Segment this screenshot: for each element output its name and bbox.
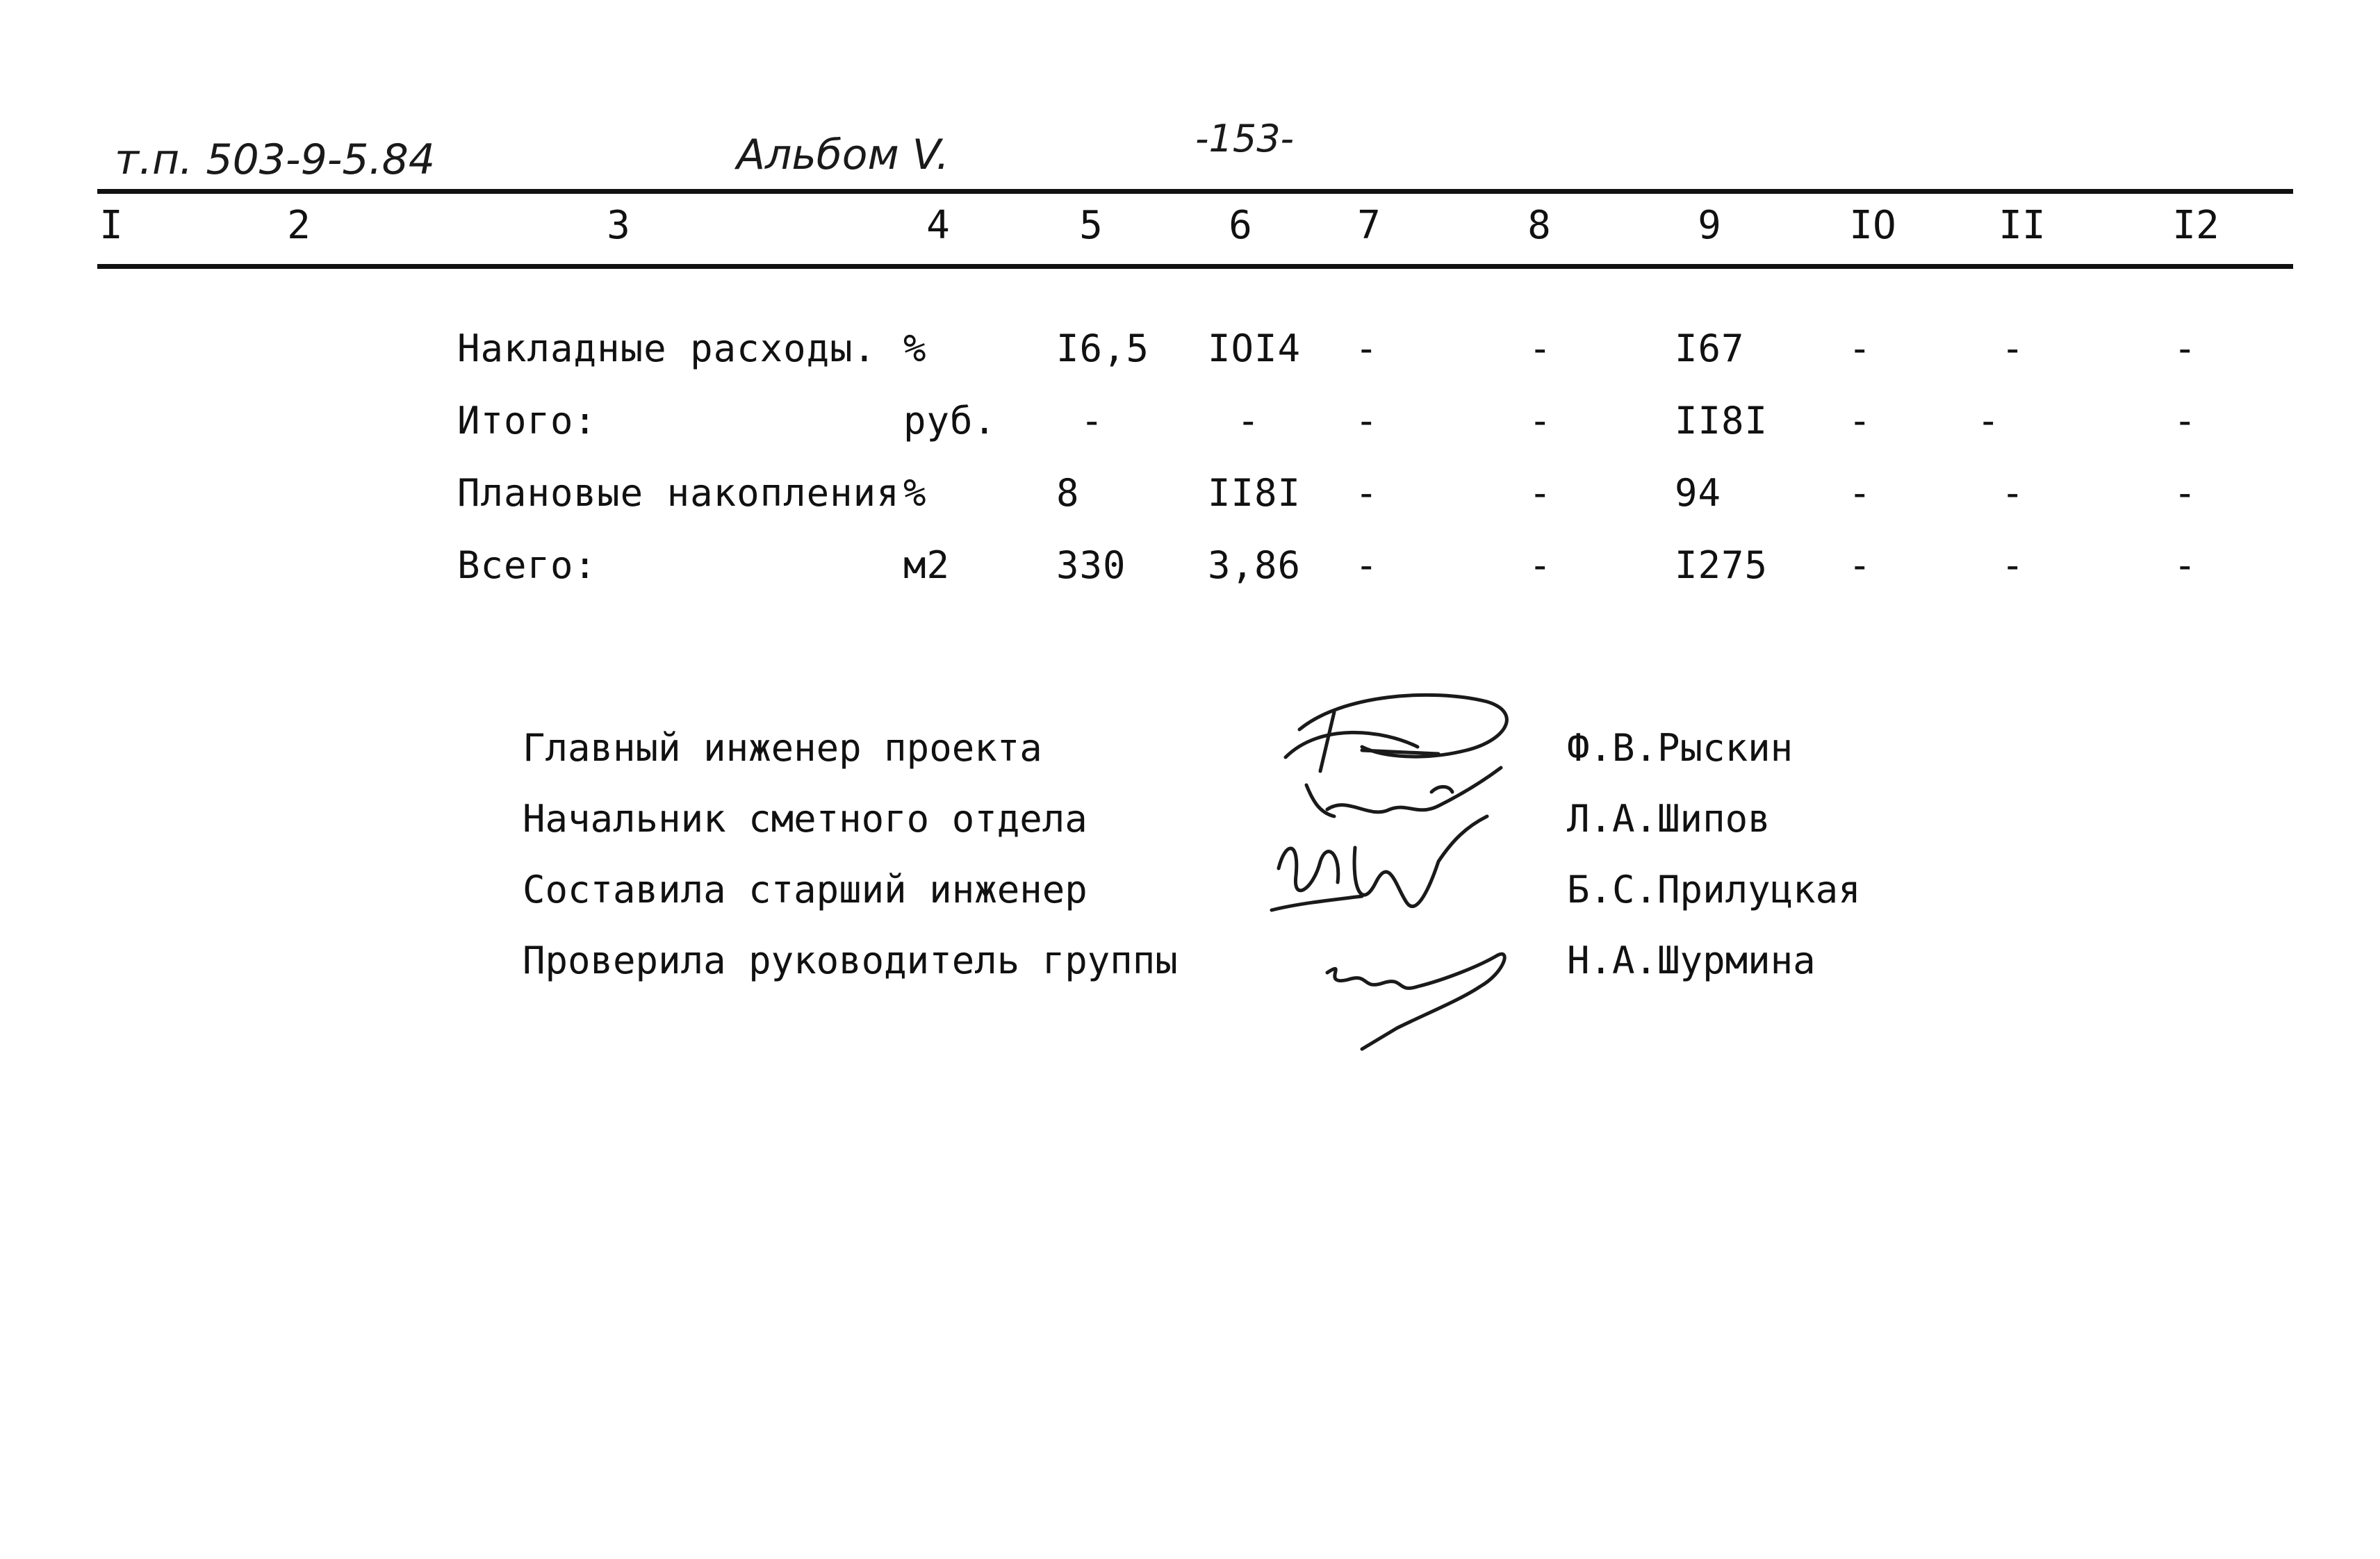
- table-row: [0, 327, 2380, 382]
- row-name: Всего:: [457, 543, 598, 587]
- table-row: [0, 471, 2380, 527]
- signatory-name: Л.А.Шипов: [1567, 797, 1771, 841]
- table-cell: -: [2001, 327, 2025, 370]
- table-cell: IOI4: [1208, 327, 1302, 370]
- row-unit: %: [903, 327, 927, 370]
- signature-role: Проверила руководитель группы: [523, 939, 1178, 982]
- table-cell: II8I: [1675, 399, 1768, 443]
- table-cell: -: [1848, 399, 1872, 443]
- table-cell: -: [1355, 471, 1379, 515]
- table-cell: -: [1529, 471, 1552, 515]
- column-number: 5: [1079, 203, 1103, 248]
- row-unit: м2: [903, 543, 951, 587]
- signature-role: Составила старший инженер: [523, 868, 1088, 912]
- signatory-name: Н.А.Шурмина: [1567, 939, 1816, 982]
- table-cell: -: [2174, 399, 2197, 443]
- table-cell: -: [2001, 471, 2025, 515]
- row-name: Накладные расходы.: [457, 327, 877, 370]
- column-number: 3: [607, 203, 630, 248]
- table-cell: -: [2001, 543, 2025, 587]
- signature-role: Главный инженер проекта: [523, 726, 1042, 770]
- table-cell: -: [1848, 327, 1872, 370]
- table-cell: -: [1529, 543, 1552, 587]
- signatory-name: Б.С.Прилуцкая: [1567, 868, 1861, 912]
- table-cell: -: [1529, 399, 1552, 443]
- table-cell: -: [1355, 399, 1379, 443]
- table-cell: II8I: [1208, 471, 1302, 515]
- table-cell: 3,86: [1208, 543, 1302, 587]
- document-code: т.п. 503-9-5.84: [115, 135, 435, 184]
- table-cell: 8: [1056, 471, 1080, 515]
- signatory-name: Ф.В.Рыскин: [1567, 726, 1794, 770]
- row-name: Итого:: [457, 399, 598, 443]
- album-label: Альбом V.: [737, 131, 950, 179]
- column-number: 2: [287, 203, 311, 248]
- table-cell: -: [2174, 327, 2197, 370]
- column-number: I: [99, 203, 123, 248]
- page-number: -153-: [1195, 117, 1295, 160]
- table-cell: -: [1848, 543, 1872, 587]
- column-number: 4: [926, 203, 950, 248]
- top-rule: [97, 189, 2293, 194]
- table-cell: I67: [1675, 327, 1745, 370]
- table-cell: -: [1977, 399, 2001, 443]
- column-number: 6: [1229, 203, 1252, 248]
- table-cell: -: [1237, 399, 1261, 443]
- signature-role: Начальник сметного отдела: [523, 797, 1088, 841]
- table-row: [0, 543, 2380, 599]
- column-number: I2: [2172, 203, 2219, 248]
- table-cell: -: [1081, 399, 1104, 443]
- column-number: II: [1999, 203, 2046, 248]
- table-cell: I275: [1675, 543, 1768, 587]
- row-unit: %: [903, 471, 927, 515]
- column-number: 9: [1698, 203, 1721, 248]
- column-number: IO: [1849, 203, 1896, 248]
- column-header-rule: [97, 264, 2293, 269]
- table-cell: -: [1529, 327, 1552, 370]
- table-cell: -: [2174, 543, 2197, 587]
- table-cell: -: [1355, 543, 1379, 587]
- column-number: 8: [1527, 203, 1551, 248]
- table-cell: I6,5: [1056, 327, 1150, 370]
- table-cell: -: [1355, 327, 1379, 370]
- table-cell: -: [1848, 471, 1872, 515]
- table-cell: -: [2174, 471, 2197, 515]
- table-cell: 330: [1056, 543, 1126, 587]
- handwritten-signatures: [1258, 681, 1536, 1056]
- table-row: [0, 399, 2380, 454]
- table-cell: 94: [1675, 471, 1722, 515]
- row-name: Плановые накопления: [457, 471, 900, 515]
- row-unit: руб.: [903, 399, 997, 443]
- column-number: 7: [1357, 203, 1381, 248]
